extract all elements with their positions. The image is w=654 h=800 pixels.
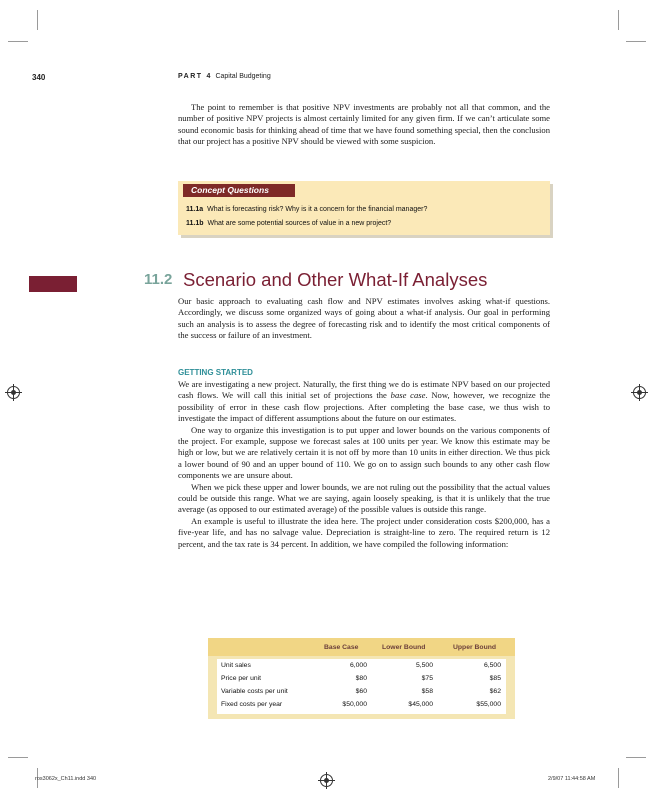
cell-lower: $75 [421, 675, 433, 682]
footer-timestamp: 2/9/07 11:44:58 AM [548, 776, 596, 782]
cell-base: $50,000 [342, 701, 367, 708]
section-marker-block [29, 276, 77, 292]
bounds-table [208, 638, 515, 719]
section-intro-block [178, 296, 550, 342]
cell-base: $60 [355, 688, 367, 695]
header-upper-bound: Upper Bound [453, 644, 497, 651]
section-number: 11.2 [144, 271, 173, 288]
concept-questions-title: Concept Questions [183, 184, 295, 197]
paragraph-1: We are investigating a new project. Naturally, the first thing we do is estimate NPV based on our projected cash flows. We will call this initial set of projections the base case. Now, however, we recognize the possibility of error in these cash flow projections. After completing the base case, we thus wish to investigate the impact of different assumptions about the future on our estimates. [178, 379, 551, 424]
part-number: 4 [206, 73, 211, 80]
concept-question-2 [186, 220, 391, 227]
question-number: 11.1b [186, 220, 204, 227]
row-label: Price per unit [221, 675, 262, 682]
paragraph-3: When we pick these upper and lower bounds, we are not ruling out the possibility that the actual values could be outside this range. What we are saying, again loosely speaking, is that it is unlikely that the true average (as opposed to our estimated average) of the possible values is outside this range. [178, 481, 550, 515]
registration-mark-left [7, 386, 20, 399]
table-header-row [208, 638, 515, 656]
cell-upper: 6,500 [483, 662, 501, 669]
paragraph-4: An example is useful to illustrate the idea here. The project under consideration costs $200,000, has a five-year life, and has no salvage value. Depreciation is straight-line to zero. The required return is 12 percent, and the tax rate is 34 percent. In addition, we have compiled the following information: [178, 515, 550, 549]
part-title: Capital Budgeting [215, 73, 271, 80]
cell-lower: $58 [421, 688, 433, 695]
running-header [178, 73, 271, 80]
paragraph-2: One way to organize this investigation is to put upper and lower bounds on the various components of the project. For example, suppose we forecast sales at 100 units per year. We know this estimate may be high or low, but we are relatively certain it is not off by more than 10 units in either direction. We thus pick a lower bound of 90 and an upper bound of 110. We go on to assign such bounds to any other cash flow components we are unsure about. [178, 424, 550, 481]
question-number: 11.1a [186, 206, 204, 213]
getting-started-body [178, 379, 550, 550]
cell-lower: 5,500 [415, 662, 433, 669]
registration-mark-bottom [320, 774, 333, 787]
cell-upper: $62 [489, 688, 501, 695]
cell-base: $80 [355, 675, 367, 682]
row-label: Unit sales [221, 662, 251, 669]
section-intro: Our basic approach to evaluating cash flow and NPV estimates involves asking what-if questions. Accordingly, we discuss some organized ways of going about a what-if analysis. Our goal in performing such an analysis is to assess the degree of forecasting risk and to identify the most critical components of the success or failure of an investment. [178, 296, 550, 341]
intro-paragraph-block [178, 102, 550, 148]
table-body [217, 659, 506, 714]
header-lower-bound: Lower Bound [382, 644, 426, 651]
cell-upper: $85 [489, 675, 501, 682]
cell-base: 6,000 [349, 662, 367, 669]
header-base-case: Base Case [324, 644, 359, 651]
subsection-heading: GETTING STARTED [178, 368, 253, 377]
section-title: Scenario and Other What-If Analyses [183, 269, 488, 290]
footer-file-info: ros3062x_Ch11.indd 340 [35, 776, 97, 782]
cell-upper: $55,000 [476, 701, 501, 708]
question-text: What is forecasting risk? Why is it a concern for the financial manager? [207, 206, 428, 213]
cell-lower: $45,000 [408, 701, 433, 708]
row-label: Variable costs per unit [221, 688, 288, 695]
intro-paragraph: The point to remember is that positive NPV investments are probably not all that common, and the number of positive NPV projects is almost certainly limited for any given firm. If we can’t articulate some sound economic basis for thinking ahead of time that we have found something special, then the conclusion that our project has a positive NPV should be viewed with some suspicion. [178, 102, 550, 147]
concept-question-1 [186, 206, 427, 213]
page-number: 340 [32, 73, 46, 82]
row-label: Fixed costs per year [221, 701, 283, 708]
registration-mark-right [633, 386, 646, 399]
part-label: PART [178, 73, 203, 80]
question-text: What are some potential sources of value in a new project? [207, 220, 392, 227]
